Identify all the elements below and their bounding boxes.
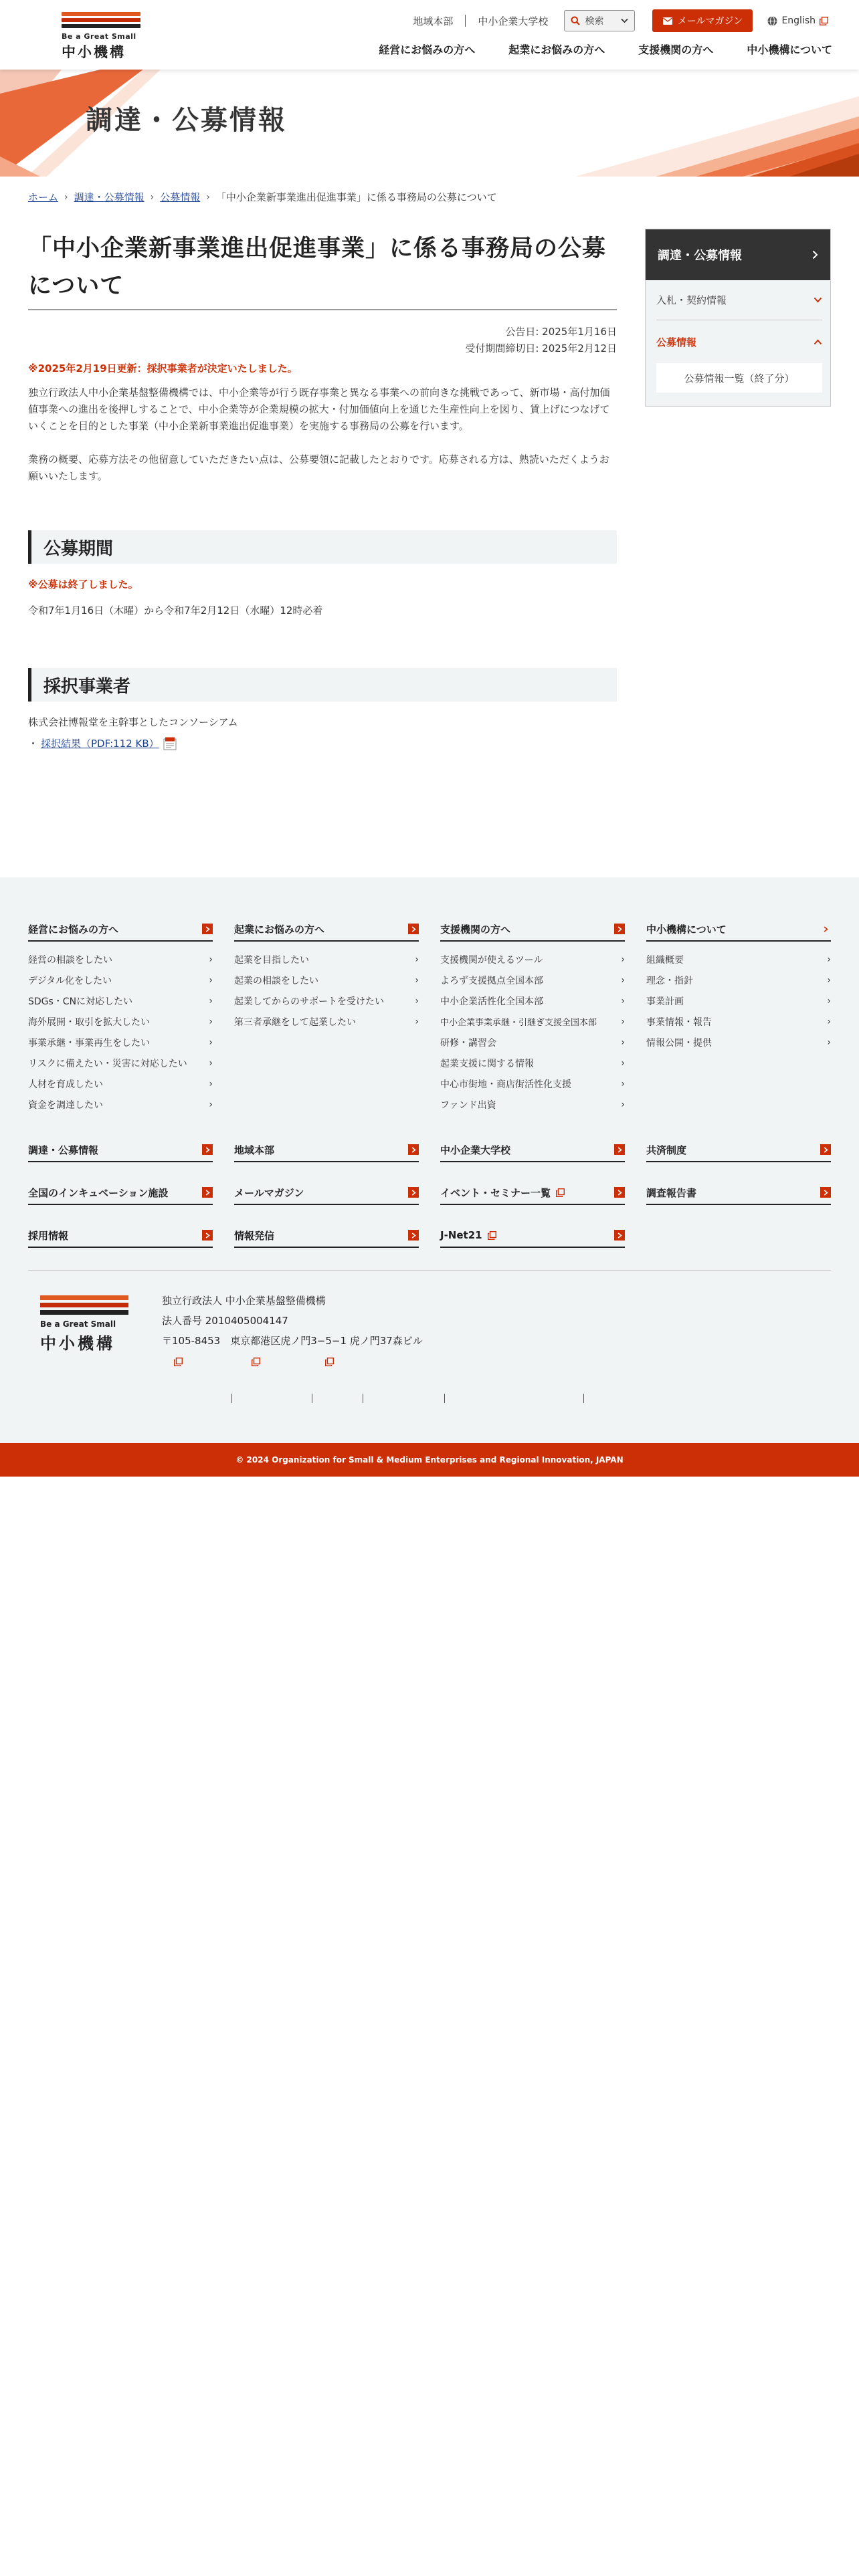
footer-link-label: デジタル化をしたい <box>28 975 112 986</box>
footer-head-label: 地域本部 <box>234 1144 275 1156</box>
search-label: 検索 <box>585 16 604 27</box>
chevron-right-icon: › <box>621 1037 625 1048</box>
update-notice: ※2025年2月19日更新：採択事業者が決定いたしました。 <box>28 362 298 374</box>
footer-link-list <box>234 949 419 1032</box>
mail-magazine-label: メールマガジン <box>677 16 743 27</box>
footer-link-recruit[interactable] <box>28 1224 213 1248</box>
utility-nav <box>401 9 828 32</box>
footer-link-mail-magazine[interactable] <box>234 1181 419 1205</box>
footer-link[interactable] <box>440 949 625 970</box>
breadcrumb-public-offering[interactable]: 公募情報 <box>160 191 201 203</box>
logo-tagline: Be a Great Small <box>62 32 136 41</box>
footer-link-mutual-aid[interactable] <box>646 1138 831 1162</box>
chevron-right-icon: › <box>621 1016 625 1027</box>
footer-link-label: 支援機関が使えるツール <box>440 954 543 966</box>
copyright-bar: © 2024 Organization for Small & Medium Enterprises and Regional Innovation, JAPAN <box>0 1443 859 1477</box>
logo-stripe-orange <box>40 1295 128 1300</box>
chevron-right-icon: › <box>209 974 213 986</box>
nav-management[interactable]: 経営にお悩みの方へ <box>379 43 476 56</box>
footer-head-startup[interactable] <box>234 918 419 942</box>
footer-link-regional[interactable] <box>234 1138 419 1162</box>
footer-head-label: 中小機構について <box>646 923 727 936</box>
chevron-right-icon <box>408 1230 419 1241</box>
footer-link[interactable] <box>234 1011 419 1032</box>
footer-head-about[interactable] <box>646 918 831 942</box>
footer-logo <box>40 1295 128 1353</box>
footer-link-label: 情報公開・提供 <box>646 1037 712 1049</box>
page-hero <box>0 70 859 177</box>
selected-company: 株式会社博報堂を主幹事としたコンソーシアム <box>28 716 238 728</box>
chevron-right-icon <box>820 1144 831 1155</box>
chevron-right-icon <box>614 924 625 934</box>
sidebar-head-label: 調達・公募情報 <box>658 249 742 263</box>
separator <box>231 1394 232 1403</box>
footer-link[interactable] <box>440 1053 625 1073</box>
footer-head-label: 調査報告書 <box>646 1186 697 1199</box>
footer-link-label: 事業計画 <box>646 996 684 1007</box>
footer-head-label: 採用情報 <box>28 1229 69 1242</box>
footer-link-jnet21[interactable] <box>440 1224 625 1248</box>
separator <box>444 1394 445 1403</box>
footer-link-events[interactable] <box>440 1181 625 1205</box>
footer-link-label: 研修・講習会 <box>440 1037 496 1049</box>
logo-name: 中小機構 <box>62 44 126 60</box>
footer-link-list <box>440 949 625 1115</box>
footer-link[interactable] <box>440 970 625 990</box>
result-item <box>28 736 617 750</box>
hero-title: 調達・公募情報 <box>86 105 287 136</box>
site-logo[interactable] <box>62 12 140 60</box>
article <box>28 230 617 750</box>
breadcrumb-home[interactable]: ホーム <box>28 191 59 203</box>
footer-link[interactable] <box>440 990 625 1011</box>
closed-notice: ※公募は終了しました。 <box>28 578 138 591</box>
section-heading-selected: 採択事業者 <box>28 668 617 702</box>
chevron-right-icon <box>202 1230 213 1241</box>
footer-link[interactable] <box>234 990 419 1011</box>
chevron-right-icon: › <box>621 1057 625 1069</box>
section-heading-period: 公募期間 <box>28 530 617 564</box>
org-info <box>162 1291 423 1351</box>
site-footer <box>0 877 859 1443</box>
note-paragraph: 業務の概要、応募方法その他留意していただきたい点は、公募要領に記載したとおりです。応募される方は、熟読いただくようお願いいたします。 <box>28 453 609 482</box>
footer-head-label: 中小企業大学校 <box>440 1144 511 1156</box>
chevron-right-icon: › <box>415 995 419 1006</box>
search-icon <box>571 16 580 25</box>
chevron-right-icon: › <box>621 954 625 965</box>
footer-link[interactable] <box>646 1032 831 1053</box>
footer-head-label: メールマガジン <box>234 1186 304 1199</box>
logo-stripe-black <box>40 1310 128 1315</box>
footer-head-management[interactable] <box>28 918 213 942</box>
breadcrumb-current: 「中小企業新事業進出促進事業」に係る事務局の公募について <box>215 191 497 203</box>
chevron-right-icon: › <box>209 1099 213 1110</box>
footer-head-label: 全国のインキュベーション施設 <box>28 1186 169 1199</box>
footer-link-label: ファンド出資 <box>440 1099 496 1111</box>
chevron-right-icon <box>614 1230 625 1241</box>
footer-link[interactable] <box>28 990 213 1011</box>
footer-link-label: 起業を目指したい <box>234 954 309 966</box>
org-address: 〒105-8453 東京都港区虎ノ門3−5−1 虎ノ門37森ビル <box>162 1335 423 1347</box>
breadcrumb <box>28 190 497 204</box>
external-link-icon[interactable] <box>252 1358 260 1366</box>
footer-head-support[interactable] <box>440 918 625 942</box>
footer-col-support <box>440 918 625 1115</box>
footer-link-label: 中心市街地・商店街活性化支援 <box>440 1079 571 1090</box>
chevron-down-icon <box>814 297 822 303</box>
logo-stripe-red <box>62 18 140 22</box>
chevron-right-icon <box>812 250 818 259</box>
chevron-right-icon <box>614 1144 625 1155</box>
chevron-right-icon: › <box>64 191 68 203</box>
footer-link[interactable] <box>440 1032 625 1053</box>
footer-link-label: 起業してからのサポートを受けたい <box>234 996 384 1007</box>
mail-magazine-button[interactable] <box>652 9 753 32</box>
chevron-right-icon: › <box>827 1016 831 1027</box>
footer-link-label: 事業承継・事業再生をしたい <box>28 1037 150 1049</box>
sidebar-item-bidding[interactable] <box>656 280 822 320</box>
footer-link[interactable] <box>28 949 213 970</box>
footer-link[interactable] <box>646 949 831 970</box>
external-link-icon <box>488 1231 496 1240</box>
chevron-right-icon <box>202 924 213 934</box>
sidebar-subitem-closed-list[interactable]: 公募情報一覧（終了分） <box>656 363 822 393</box>
chevron-right-icon: › <box>621 995 625 1006</box>
main-nav <box>362 41 832 57</box>
dates <box>28 324 617 357</box>
footer-link-label: 理念・指針 <box>646 975 693 986</box>
chevron-right-icon <box>202 1144 213 1155</box>
chevron-right-icon: › <box>827 974 831 986</box>
footer-link-label: 中小企業活性化全国本部 <box>440 996 543 1007</box>
footer-link-incubation[interactable] <box>28 1181 213 1205</box>
footer-col-startup <box>234 918 419 1032</box>
footer-link-label: 資金を調達したい <box>28 1099 103 1111</box>
util-link-university[interactable]: 中小企業大学校 <box>478 15 549 27</box>
sidebar-head[interactable] <box>646 229 830 280</box>
chevron-right-icon: › <box>621 974 625 986</box>
footer-link-procurement[interactable] <box>28 1138 213 1162</box>
english-label: English <box>781 15 816 26</box>
nav-about[interactable]: 中小機構について <box>747 43 832 56</box>
deadline-date: 受付期間締切日: 2025年2月12日 <box>465 342 617 354</box>
chevron-right-icon: › <box>827 954 831 965</box>
external-link-icon[interactable] <box>325 1358 334 1366</box>
footer-head-label: 経営にお悩みの方へ <box>28 923 119 936</box>
footer-link[interactable] <box>28 1094 213 1115</box>
footer-link[interactable] <box>646 970 831 990</box>
sidebar-item-label: 公募情報 <box>656 336 697 348</box>
chevron-right-icon <box>408 1144 419 1155</box>
logo-stripe-red <box>40 1303 128 1307</box>
footer-link-university[interactable] <box>440 1138 625 1162</box>
footer-col-about <box>646 918 831 1053</box>
chevron-right-icon: › <box>209 1057 213 1069</box>
footer-link[interactable] <box>646 1011 831 1032</box>
external-link-icon <box>820 17 828 25</box>
sidebar-body <box>646 280 830 406</box>
chevron-right-icon: › <box>206 191 210 203</box>
footer-col-management <box>28 918 213 1115</box>
footer-link[interactable] <box>440 1011 625 1032</box>
chevron-right-icon: › <box>415 1016 419 1027</box>
footer-link-label: リスクに備えたい・災害に対応したい <box>28 1058 187 1069</box>
period-text: 令和7年1月16日（木曜）から令和7年2月12日（水曜）12時必着 <box>28 605 323 617</box>
result-pdf-link[interactable]: 採択結果（PDF:112 KB） <box>41 738 159 750</box>
chevron-right-icon <box>820 924 831 934</box>
chevron-right-icon: › <box>150 191 155 203</box>
logo-stripe-black <box>62 24 140 28</box>
page-title: 「中小企業新事業進出促進事業」に係る事務局の公募について <box>28 230 617 310</box>
footer-link[interactable] <box>28 1053 213 1073</box>
footer-divider <box>28 1270 831 1271</box>
chevron-up-icon <box>814 339 822 345</box>
english-link[interactable] <box>767 15 828 26</box>
chevron-right-icon: › <box>415 954 419 965</box>
chevron-down-icon <box>621 18 628 23</box>
footer-head-label: 起業にお悩みの方へ <box>234 923 325 936</box>
chevron-right-icon <box>408 924 419 934</box>
footer-head-label: J-Net21 <box>440 1229 482 1241</box>
chevron-right-icon <box>408 1187 419 1198</box>
footer-head-label: イベント・セミナー一覧 <box>440 1186 551 1199</box>
logo-tagline: Be a Great Small <box>40 1319 116 1329</box>
nav-startup[interactable]: 起業にお悩みの方へ <box>508 43 605 56</box>
footer-link-list <box>646 949 831 1053</box>
chevron-right-icon: › <box>209 1016 213 1027</box>
breadcrumb-procurement[interactable]: 調達・公募情報 <box>74 191 145 203</box>
chevron-right-icon <box>202 1187 213 1198</box>
footer-head-label: 共済制度 <box>646 1144 687 1156</box>
result-bullet: ・ <box>28 738 39 750</box>
footer-link-label: 事業情報・報告 <box>646 1016 712 1028</box>
external-link-icon[interactable] <box>174 1358 183 1366</box>
footer-head-wrap <box>440 1186 565 1200</box>
footer-link-info[interactable] <box>234 1224 419 1248</box>
search-dropdown[interactable] <box>564 10 635 31</box>
chevron-right-icon: › <box>621 1078 625 1089</box>
separator <box>583 1394 584 1403</box>
footer-link[interactable] <box>234 970 419 990</box>
footer-link[interactable] <box>234 949 419 970</box>
org-name: 独立行政法人 中小企業基盤整備機構 <box>162 1295 326 1307</box>
footer-link-label: 起業の相談をしたい <box>234 975 318 986</box>
footer-link-label: 起業支援に関する情報 <box>440 1058 534 1069</box>
nav-support-orgs[interactable]: 支援機関の方へ <box>638 43 714 56</box>
site-header <box>0 0 859 70</box>
chevron-right-icon: › <box>827 995 831 1006</box>
footer-link[interactable] <box>646 990 831 1011</box>
mail-icon <box>663 17 672 25</box>
footer-head-label: 調達・公募情報 <box>28 1144 99 1156</box>
footer-head-label: 情報発信 <box>234 1229 275 1242</box>
footer-link-label: 経営の相談をしたい <box>28 954 112 966</box>
sidebar-item-public-offering[interactable] <box>656 320 822 363</box>
footer-link[interactable] <box>28 1073 213 1094</box>
published-date: 公告日: 2025年1月16日 <box>505 326 617 338</box>
chevron-right-icon: › <box>827 1037 831 1048</box>
chevron-right-icon: › <box>621 1099 625 1110</box>
chevron-right-icon: › <box>209 1078 213 1089</box>
footer-link-list <box>28 949 213 1115</box>
footer-link-reports[interactable] <box>646 1181 831 1205</box>
footer-link[interactable] <box>28 970 213 990</box>
footer-link[interactable] <box>440 1073 625 1094</box>
footer-link[interactable] <box>28 1032 213 1053</box>
globe-icon <box>767 16 777 26</box>
chevron-right-icon: › <box>209 995 213 1006</box>
lead-paragraph: 独立行政法人中小企業基盤整備機構では、中小企業等が行う既存事業と異なる事業への前向きな挑戦であって、新市場・高付加価値事業への進出を後押しすることで、中小企業等が企業規模の拡大・付加価値向上を通じた生産性向上を図り、賃上げにつなげていくことを目的とした事業（中小企業新事業進出促進事業）を実施する事務局の公募を行います。 <box>28 387 610 432</box>
chevron-right-icon: › <box>415 974 419 986</box>
pdf-icon <box>163 737 177 750</box>
footer-link-label: よろず支援拠点全国本部 <box>440 975 543 986</box>
footer-link-label: 海外展開・取引を拡大したい <box>28 1016 150 1028</box>
util-link-regional[interactable]: 地域本部 <box>413 15 454 27</box>
footer-link-label: 組織概要 <box>646 954 684 966</box>
footer-link-label: 第三者承継をして起業したい <box>234 1016 356 1028</box>
chevron-right-icon: › <box>209 1037 213 1048</box>
footer-link[interactable] <box>440 1094 625 1115</box>
logo-stripe-orange <box>62 12 140 16</box>
sidebar-item-label: 入札・契約情報 <box>656 294 727 306</box>
external-link-icon <box>556 1188 565 1197</box>
footer-head-label: 支援機関の方へ <box>440 923 511 936</box>
corp-number: 法人番号 2010405004147 <box>162 1315 288 1327</box>
footer-head-wrap <box>440 1229 496 1241</box>
sidebar <box>645 229 831 407</box>
chevron-right-icon <box>614 1187 625 1198</box>
footer-link[interactable] <box>28 1011 213 1032</box>
chevron-right-icon <box>820 1187 831 1198</box>
logo-name: 中小機構 <box>40 1334 115 1353</box>
footer-link-label: 人材を育成したい <box>28 1079 103 1090</box>
footer-link-label: SDGs・CNに対応したい <box>28 996 133 1007</box>
chevron-right-icon: › <box>209 954 213 965</box>
footer-link-label: 中小企業事業承継・引継ぎ支援全国本部 <box>440 1018 597 1028</box>
